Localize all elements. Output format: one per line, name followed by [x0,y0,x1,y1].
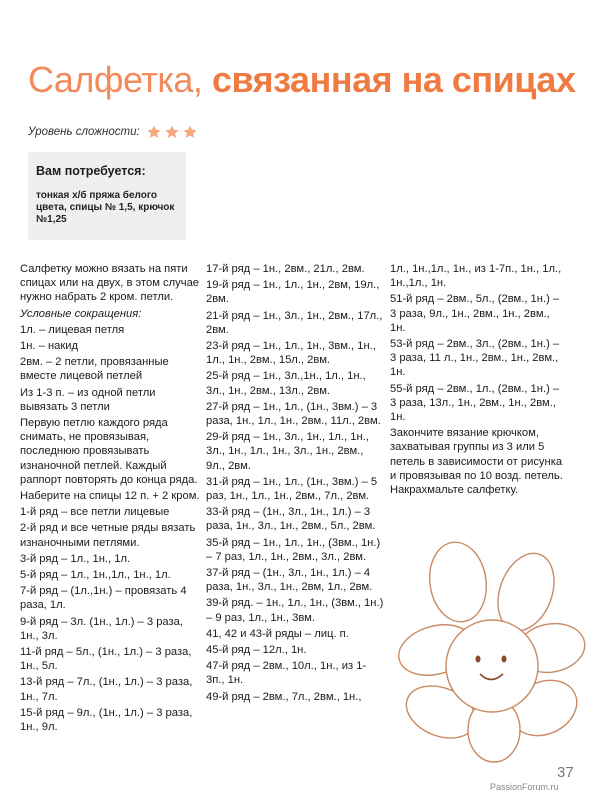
column-2 [206,262,384,706]
column-3 [390,262,566,499]
instruction-line: Наберите на спицы 12 п. + 2 кром. [20,490,200,503]
instruction-line: 13-й ряд – 7л., (1н., 1л.) – 3 раза, 1н., 7л. [20,676,193,703]
materials-text: тонкая х/б пряжа белого цвета, спицы № 1,5, крючок №1,25 [36,190,175,225]
column-1 [20,262,200,736]
instruction-line: 51-й ряд – 2вм., 5л., (2вм., 1н.) – 3 раза, 9л., 1н., 2вм., 1н., 2вм., 1н. [390,293,560,334]
materials-title: Вам потребуется: [36,164,146,178]
instruction-line: 21-й ряд – 1н., 3л., 1н., 2вм., 17л., 2вм. [206,309,383,336]
difficulty-stars [146,124,200,140]
instruction-line: Условные сокращения: [20,307,142,320]
instruction-line: 45-й ряд – 12л., 1н. [206,644,307,657]
instruction-line: 29-й ряд – 1н., 3л., 1н., 1л., 1н., 3л., 1н., 1л., 1н., 3л., 1н., 2вм., 9л., 2вм. [206,431,369,472]
star-icon [146,124,162,140]
star-icon [164,124,180,140]
instruction-line: Первую петлю каждого ряда снимать, не провязывая, последнюю провязывать изнаночной петлей. Каждый раппорт повторять до конца ряда. [20,417,198,486]
instruction-line: 2-й ряд и все четные ряды вязать изнаночными петлями. [20,522,196,549]
instruction-line: 1л. – лицевая петля [20,323,125,336]
instruction-line: 15-й ряд – 9л., (1н., 1л.) – 3 раза, 1н., 9л. [20,706,193,734]
page-number: 37 [557,764,574,781]
instruction-line: 1л., 1н.,1л., 1н., из 1-7п., 1н., 1л., 1н.,1л., 1н. [390,263,562,290]
instruction-line: 55-й ряд – 2вм., 1л., (2вм., 1н.) – 3 раза, 13л., 1н., 2вм., 1н., 2вм., 1н. [390,382,560,424]
instruction-line: 1-й ряд – все петли лицевые [20,506,170,519]
instruction-line: 49-й ряд – 2вм., 7л., 2вм., 1н., [206,690,362,703]
instruction-line: 53-й ряд – 2вм., 3л., (2вм., 1н.) – 3 раза, 11 л., 1н., 2вм., 1н., 2вм., 1н. [390,338,560,379]
instruction-line: 19-й ряд – 1н., 1л., 1н., 2вм, 19л., 2вм. [206,279,380,306]
flower-illustration [396,540,586,765]
difficulty-level [28,124,200,140]
instruction-line: 7-й ряд – (1л.,1н.) – провязать 4 раза, 1л. [20,585,187,612]
instruction-line: Из 1-3 п. – из одной петли вывязать 3 петли [20,386,156,413]
instruction-line: 17-й ряд – 1н., 2вм., 21л., 2вм. [206,263,365,275]
watermark: PassionForum.ru [490,782,559,792]
difficulty-label: Уровень сложности: [28,126,140,138]
title-bold: связанная на спицах [211,59,576,100]
instruction-line: 47-й ряд – 2вм., 10л., 1н., из 1-3п., 1н. [206,660,367,687]
instruction-line: 33-й ряд – (1н., 3л., 1н., 1л.) – 3 раза, 1н., 3л., 1н., 2вм., 5л., 2вм. [206,506,376,533]
instruction-line: 11-й ряд – 5л., (1н., 1л.) – 3 раза, 1н., 5л. [20,646,192,673]
instruction-line: 3-й ряд – 1л., 1н., 1л. [20,552,131,565]
instruction-line: 9-й ряд – 3л. (1н., 1л.) – 3 раза, 1н., 3л. [20,615,183,642]
instruction-line: 23-й ряд – 1н., 1л., 1н., 3вм., 1н., 1л., 1н., 2вм., 15л., 2вм. [206,340,376,367]
instruction-line: 27-й ряд – 1н., 1л., (1н., 3вм.) – 3 раза, 1н., 1л., 1н., 2вм., 11л., 2вм. [206,400,381,428]
instruction-line: 25-й ряд – 1н., 3л.,1н., 1л., 1н., 3л., 1н., 2вм., 13л., 2вм. [206,370,366,397]
star-icon [182,124,198,140]
instruction-line: 31-й ряд – 1н., 1л., (1н., 3вм.) – 5 раз, 1н., 1л., 1н., 2вм., 7л., 2вм. [206,475,378,503]
instruction-line: Закончите вязание крючком, захватывая группы из 3 или 5 петель в зависимости от рисунка и провязывая по 10 возд. петель. Накрахмальте салфетку. [390,427,563,497]
instruction-line: 35-й ряд – 1н., 1л., 1н., (3вм., 1н.) – 7 раз, 1л., 1н., 2вм., 3л., 2вм. [206,536,381,563]
instruction-line: 2вм. – 2 петли, провязанные вместе лицевой петлей [20,356,169,383]
page-title [28,58,575,102]
instruction-line: Салфетку можно вязать на пяти спицах или на двух, в этом случае нужно набрать 2 кром. петли. [20,263,200,304]
instruction-line: 39-й ряд. – 1н., 1л., 1н., (3вм., 1н.) – 9 раз, 1л., 1н., 3вм. [206,597,384,624]
instruction-line: 41, 42 и 43-й ряды – лиц. п. [206,627,349,640]
instruction-line: 5-й ряд – 1л., 1н.,1л., 1н., 1л. [20,569,171,582]
instruction-line: 37-й ряд – (1н., 3л., 1н., 1л.) – 4 раза, 1н., 3л., 1н., 2вм, 1л., 2вм. [206,567,373,594]
title-light: Салфетка, [28,59,203,100]
instruction-line: 1н. – накид [20,340,79,353]
